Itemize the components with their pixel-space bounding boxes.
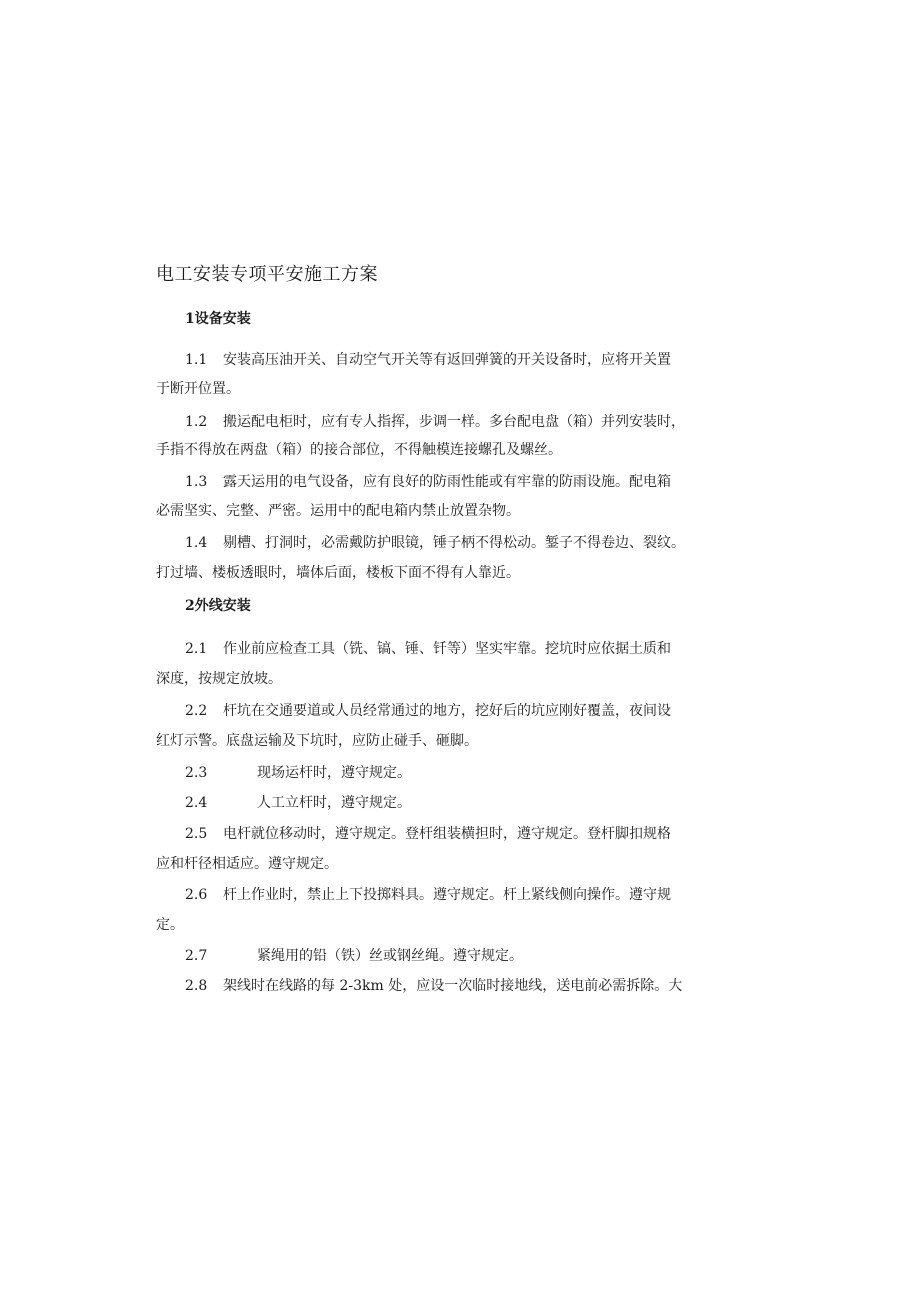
- clause-text: 安装高压油开关、自动空气开关等有返回弹簧的开关设备时，应将开关置: [223, 352, 671, 368]
- clause-text: 架线时在线路的每 2-3km 处，应设一次临时接地线，送电前必需拆除。大: [223, 978, 683, 994]
- document-title: 电工安装专项平安施工方案: [156, 264, 378, 285]
- clause-text: 杆坑在交通要道或人员经常通过的地方，挖好后的坑应刚好覆盖，夜间设: [223, 703, 671, 719]
- clause-number: 2.1: [185, 641, 208, 657]
- paragraph-1-2-line-1: [185, 412, 685, 432]
- paragraph-2-3: [185, 763, 411, 783]
- clause-text: 现场运杆时，遵守规定。: [257, 765, 411, 781]
- clause-number: 2.2: [185, 703, 208, 719]
- paragraph-2-8-line-1: [185, 976, 682, 996]
- clause-text: 紧绳用的铅（铁）丝或钢丝绳。遵守规定。: [257, 948, 523, 964]
- paragraph-1-4-line-1: [185, 533, 685, 553]
- paragraph-2-7: [185, 946, 523, 966]
- clause-text: 露天运用的电气设备，应有良好的防雨性能或有牢靠的防雨设施。配电箱: [223, 474, 671, 490]
- paragraph-2-5-line-2: 应和杆径相适应。遵守规定。: [156, 856, 338, 872]
- paragraph-1-4-line-2: 打过墙、楼板透眼时，墙体后面，楼板下面不得有人靠近。: [156, 565, 520, 581]
- clause-text: 人工立杆时，遵守规定。: [257, 795, 411, 811]
- clause-number: 1.4: [185, 535, 208, 551]
- section-heading-1: 1设备安装: [185, 311, 251, 327]
- clause-text: 作业前应检查工具（铣、镐、锤、钎等）坚实牢靠。挖坑时应依据土质和: [223, 641, 671, 657]
- clause-text: 搬运配电柜时，应有专人指挥，步调一样。多台配电盘（箱）并列安装时，: [223, 414, 685, 430]
- paragraph-1-3-line-2: 必需坚实、完整、严密。运用中的配电箱内禁止放置杂物。: [156, 503, 520, 519]
- paragraph-2-6-line-2: 定。: [156, 917, 184, 933]
- clause-number: 1.1: [185, 352, 208, 368]
- clause-number: 2.3: [185, 765, 208, 781]
- section-heading-2: 2外线安装: [185, 598, 251, 614]
- clause-number: 2.4: [185, 795, 208, 811]
- paragraph-1-1-line-2: 于断开位置。: [156, 381, 240, 397]
- paragraph-2-2-line-2: 红灯示警。底盘运输及下坑时，应防止碰手、砸脚。: [156, 733, 478, 749]
- paragraph-2-6-line-1: [185, 885, 671, 905]
- paragraph-1-3-line-1: [185, 472, 671, 492]
- clause-text: 电杆就位移动时，遵守规定。登杆组装横担时，遵守规定。登杆脚扣规格: [223, 826, 671, 842]
- paragraph-2-1-line-1: [185, 639, 671, 659]
- paragraph-1-1-line-1: [185, 350, 671, 370]
- clause-number: 2.7: [185, 948, 208, 964]
- paragraph-1-2-line-2: 手指不得放在两盘（箱）的接合部位，不得触模连接螺孔及螺丝。: [156, 442, 562, 458]
- clause-number: 2.5: [185, 826, 208, 842]
- clause-number: 2.6: [185, 887, 208, 903]
- clause-number: 1.3: [185, 474, 208, 490]
- paragraph-2-4: [185, 793, 411, 813]
- clause-number: 1.2: [185, 414, 208, 430]
- clause-text: 杆上作业时，禁止上下投掷料具。遵守规定。杆上紧线侧向操作。遵守规: [223, 887, 671, 903]
- paragraph-2-5-line-1: [185, 824, 671, 844]
- clause-text: 剔槽、打洞时，必需戴防护眼镜，锤子柄不得松动。錾子不得卷边、裂纹。: [223, 535, 685, 551]
- paragraph-2-2-line-1: [185, 701, 671, 721]
- paragraph-2-1-line-2: 深度，按规定放坡。: [156, 671, 282, 687]
- clause-number: 2.8: [185, 978, 208, 994]
